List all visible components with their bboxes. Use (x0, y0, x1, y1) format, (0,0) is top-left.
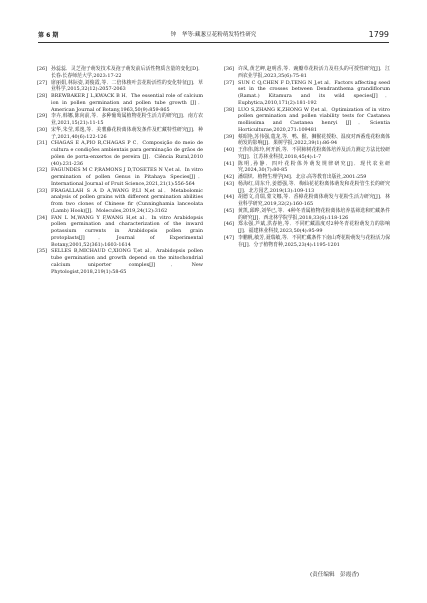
reference-number: [32] (37, 167, 48, 174)
reference-text: 杨海红,周东升,姜德强,等．梅仙花花粉离体萌发和花粉管生长的研究[J]．北方园艺,2019(13):109-113 (238, 180, 390, 194)
reference-number: [27] (37, 79, 48, 86)
reference-text: 胡德文,肖瑞,蒙文娜,等．香樟花粉离体萌发与花粉生活力研究[J]．林业科学研究,2019,32(2):160-165 (238, 194, 390, 207)
reference-number: [30] (37, 126, 48, 133)
issue-label: 第 6 期 (38, 32, 59, 39)
reference-number: [46] (224, 221, 235, 228)
reference-number: [31] (37, 140, 48, 147)
reference-number: [44] (224, 194, 235, 201)
reference-number: [29] (37, 113, 48, 120)
reference-entry (37, 80, 203, 94)
reference-text: 许凤,黄艺岬,赵明香,等．豌瓣草花粉活力及柱头的可授性研究[J]．江西农业学报,2023,35(6):75-81 (238, 66, 390, 79)
reference-number: [26] (37, 66, 48, 72)
page-number: 1799 (368, 30, 389, 39)
running-title: 钟 华等:藏葱豆花粉萌发特性研究 (170, 32, 257, 38)
reference-entry (37, 215, 203, 249)
reference-number: [43] (224, 180, 235, 187)
references-left-column (37, 66, 203, 275)
reference-text: 陈明,孙静．四叶花粉体外萌发规律研究[J]．现代农业研究,2024,30(7):80-85 (238, 160, 390, 174)
references-right-column (224, 66, 390, 248)
reference-entry (224, 174, 390, 181)
reference-entry (37, 248, 203, 275)
reference-entry (224, 235, 390, 249)
reference-text: SUN C Q,CHEN F D,TENG N J,et al．Factors affecting seed set in the crosses between Dendranthema grandiflorum (Ramat.) Kitamura and its wild species[J]．Euphytica,2010,171(2):181-192 (238, 79, 390, 106)
reference-entry (224, 107, 390, 134)
reference-text: FAGUNDES M C P,RAMONS J D,TOSETES N V,et al．In vitro germination of pollen Genus in Pitahaya Species[J]．International Journal of Fruit Science,2021,21(1):556-564 (51, 167, 203, 187)
reference-text: 王伟伟,陈玲,何开新,等．不同柿树花粉离体培养及活力测定方法比较研究[J]．江苏林业科技,2018,45(4):1-7 (238, 147, 390, 160)
reference-entry (224, 221, 390, 235)
reference-number: [34] (37, 214, 48, 221)
reference-text: BREWBAKER J L,KWACK B H．The essential role of calcium ion in pollen germination and pollen tube growth [J]．American Journal of Botany,1963,50(9):859-865 (51, 93, 203, 113)
reference-entry (37, 66, 203, 80)
reference-text: 潘瑞炽．植物生理学[M]．北京:高等教育出版社,2001:259 (238, 174, 367, 180)
header-rule (38, 42, 389, 43)
page-header (38, 27, 389, 39)
reference-entry (37, 140, 203, 167)
reference-text: 李卉,韩娜,陈向前,等．多种葡萄属植物花粉生活力的研究[J]．南方农业,2021,15(21):11-15 (51, 113, 203, 126)
reference-entry (224, 134, 390, 148)
reference-entry (224, 80, 390, 107)
reference-number: [37] (224, 79, 235, 86)
reference-text: 黄凯,邱晔,刘华已,等．4种冬青属植物花粉离体培养基筛选和贮藏条件的研究[J]．西北林学院学报,2018,33(6):118-126 (238, 207, 390, 221)
reference-text: 宋华,朱莹,邓逸,等．美薯藤花粉离体萌发条件及贮藏特性研究[J]．种子,2021,40(6):122-126 (51, 126, 203, 140)
reference-entry (224, 181, 390, 195)
reference-text: FAN L M,WANG Y F,WANG H,et al．In vitro Arabidopsis pollen germination and characterization of the inward potassium currents in Arabidopsis pollen grain protoplasts[J]．Journal of Experimental Botany,2001,52(361):1603-1614 (51, 214, 203, 248)
reference-number: [39] (224, 133, 235, 140)
editor-note: (责任编辑 彭霞香) (310, 572, 360, 578)
reference-text: 郑永强,芦斌,洪春艳,等．不同贮藏温度对2种冬青花粉萌发力的影响[J]．福建林业科技,2023,50(4):95-99 (238, 221, 390, 234)
reference-entry (224, 66, 390, 80)
reference-entry (37, 188, 203, 215)
reference-entry (37, 113, 203, 127)
reference-number: [35] (37, 248, 48, 255)
reference-number: [40] (224, 147, 235, 153)
reference-entry (37, 167, 203, 187)
reference-text: 蔡昭艳,苏伟强,蔻龙,等．鸭、猴、狮猴花授粉、温度对西番莲花粉离体萌发的影响[J]．果树学报,2022,39(1):86-94 (238, 133, 390, 147)
reference-text: 李鹏帆,敏芳,聂瑞敏,等．不同贮藏条件下南山鸢花粉萌发与花粉活力保存[J]．分子植物育种,2025,23(4):1195-1201 (238, 234, 390, 248)
reference-entry (224, 194, 390, 208)
reference-number: [33] (37, 187, 48, 194)
reference-number: [28] (37, 93, 48, 99)
reference-text: CHAGAS E A,PIO R,CHAGAS P C．Composição do meio de cultura e condições ambientais para germinação de grãos de pólen de porta-enxertos de pereira [J]．Ciência Rural,2010 (40):231-236 (51, 140, 203, 167)
reference-number: [47] (224, 234, 235, 241)
reference-text: 席丽娟,林际姿,刘俊霞,等．二倍体梭叶芸花粉活性的变化特征[J]．草业科学,2015,32(12):2057-2063 (51, 79, 203, 93)
reference-text: SELLES B,MICHAUD C,XIONG T,et al．Arabidopsis pollen tube germination and growth depend on the mitochondrial calcium uniporter complex[J]．New Phytologist,2018,219(1):58-65 (51, 248, 203, 275)
reference-entry (224, 208, 390, 222)
reference-number: [42] (224, 174, 235, 180)
reference-text: FRAGALLAH S A D A,WANG P,LI N,et al．Metabolomic analysis of pollen grains with different germination abilities from two clones of Chinese fir (Cunninghamia lanceolata (Lamb) Hook)[J]．Molecules,2019,24(12):3162 (51, 187, 203, 214)
reference-entry (37, 93, 203, 113)
reference-number: [45] (224, 207, 235, 214)
reference-entry (37, 127, 203, 141)
reference-text: 孙蕊蕊．灵芝孢子萌发技术及孢子萌发前后活性物质含量的变化[D]．长春:长春师范大学,2023:17-22 (51, 66, 203, 79)
reference-entry (224, 161, 390, 175)
reference-text: LUO S,ZHANG K,ZHONG W P,et al．Optimization of in vitro pollen germination and pollen viability tests for Castanea mollissima and Castanea henryi [J]．Scientia Horticulturae,2020,271:109481 (238, 106, 390, 133)
reference-entry (224, 147, 390, 161)
reference-number: [38] (224, 106, 235, 113)
reference-number: [41] (224, 160, 235, 167)
reference-number: [36] (224, 66, 235, 72)
